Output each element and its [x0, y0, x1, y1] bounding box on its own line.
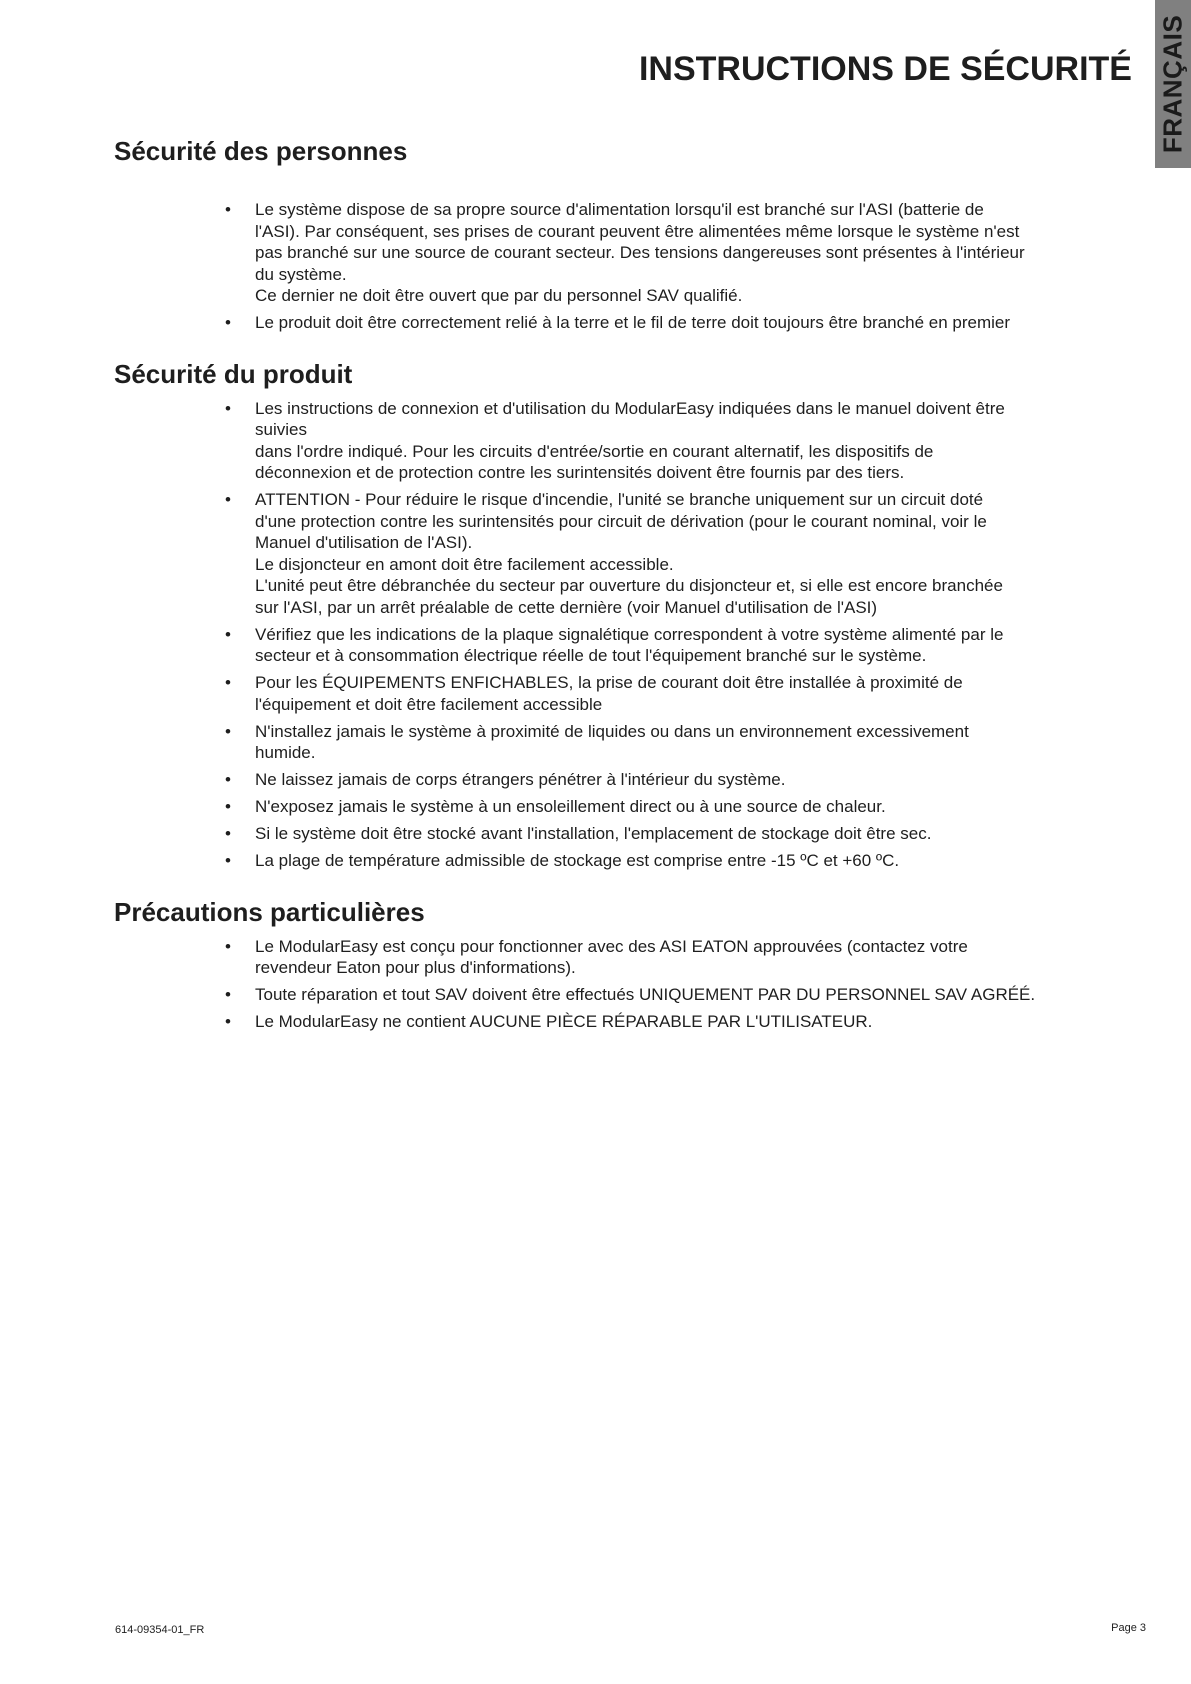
- bullet-icon: •: [225, 851, 231, 870]
- list-item-text-line: ATTENTION - Pour réduire le risque d'incendie, l'unité se branche uniquement sur un circuit doté: [255, 490, 984, 509]
- section-heading: Sécurité des personnes: [114, 136, 408, 166]
- list-item-text-line: revendeur Eaton pour plus d'informations).: [255, 958, 576, 977]
- list-item-text-line: L'unité peut être débranchée du secteur par ouverture du disjoncteur et, si elle est encore branchée: [255, 576, 1003, 595]
- list-item: [225, 672, 1134, 715]
- bullet-icon: •: [225, 200, 231, 219]
- list-item-text-line: dans l'ordre indiqué. Pour les circuits d'entrée/sortie en courant alternatif, les dispositifs de: [255, 441, 934, 461]
- bullet-list: [114, 199, 1134, 334]
- list-item: [225, 624, 1134, 667]
- list-item-text-line: du système.: [255, 264, 347, 284]
- list-item-text-line: d'une protection contre les surintensités pour circuit de dérivation (pour le courant nominal, voir le: [255, 511, 987, 531]
- list-item-text-line: Le ModularEasy est conçu pour fonctionner avec des ASI EATON approuvées (contactez votre: [255, 936, 968, 956]
- bullet-icon: •: [225, 673, 231, 692]
- list-item: [225, 936, 1134, 979]
- list-item: [225, 199, 1134, 307]
- list-item-text-line: Ne laissez jamais de corps étrangers pénétrer à l'intérieur du système.: [255, 770, 786, 789]
- list-item: [225, 489, 1134, 618]
- list-item: [225, 823, 1134, 845]
- bullet-icon: •: [225, 985, 231, 1004]
- list-item-text-line: Toute réparation et tout SAV doivent être effectués UNIQUEMENT PAR DU PERSONNEL SAV AGRÉÉ.: [255, 985, 1036, 1004]
- list-item-text-line: humide.: [255, 743, 316, 762]
- list-item-text-line: l'équipement et doit être facilement accessible: [255, 694, 603, 714]
- list-item: [225, 796, 1134, 818]
- list-item-text-line: déconnexion et de protection contre les surintensités doivent être fournis par des tiers.: [255, 463, 905, 482]
- bullet-icon: •: [225, 313, 231, 332]
- list-item-text-line: sur l'ASI, par un arrêt préalable de cette dernière (voir Manuel d'utilisation de l'ASI): [255, 597, 878, 617]
- list-item-text-line: Le système dispose de sa propre source d'alimentation lorsqu'il est branché sur l'ASI (batterie de: [255, 200, 984, 219]
- list-item: [225, 721, 1134, 764]
- list-item-text-line: Le produit doit être correctement relié à la terre et le fil de terre doit toujours être branché en premier: [255, 313, 1010, 332]
- list-item: [225, 769, 1134, 791]
- list-item-text-line: Si le système doit être stocké avant l'installation, l'emplacement de stockage doit être sec.: [255, 824, 932, 843]
- bullet-list: [114, 398, 1134, 872]
- bullet-icon: •: [225, 624, 231, 644]
- page-number: Page 3: [1111, 1622, 1146, 1634]
- list-item-text-line: Ce dernier ne doit être ouvert que par du personnel SAV qualifié.: [255, 286, 743, 305]
- list-item-text-line: N'exposez jamais le système à un ensoleillement direct ou à une source de chaleur.: [255, 797, 886, 816]
- section-personal-safety: [114, 133, 1134, 334]
- bullet-icon: •: [225, 797, 231, 816]
- list-item-text-line: Vérifiez que les indications de la plaque signalétique correspondent à votre système alimenté par le: [255, 624, 1004, 644]
- list-item-text-line: suivies: [255, 420, 307, 439]
- bullet-icon: •: [225, 936, 231, 956]
- bullet-icon: •: [225, 1012, 231, 1031]
- list-item-text-line: Le disjoncteur en amont doit être facilement accessible.: [255, 554, 674, 574]
- section-heading: Sécurité du produit: [114, 358, 353, 389]
- list-item: [225, 312, 1134, 334]
- list-item-text-line: secteur et à consommation électrique réelle de tout l'équipement branché sur le système.: [255, 646, 927, 665]
- document-body: [114, 133, 1134, 1038]
- list-item: [225, 850, 1134, 872]
- list-item-text-line: Le ModularEasy ne contient AUCUNE PIÈCE RÉPARABLE PAR L'UTILISATEUR.: [255, 1012, 873, 1031]
- language-tab-label: FRANÇAIS: [1157, 14, 1188, 154]
- document-number: 614-09354-01_FR: [115, 1624, 205, 1636]
- language-tab: [1155, 0, 1191, 168]
- page-title: INSTRUCTIONS DE SÉCURITÉ: [638, 50, 1132, 88]
- section-product-safety: [114, 356, 1134, 872]
- list-item-text-line: pas branché sur une source de courant secteur. Des tensions dangereuses sont présentes à l'intérieur: [255, 243, 1025, 262]
- list-item-text-line: N'installez jamais le système à proximité de liquides ou dans un environnement excessivement: [255, 721, 969, 741]
- list-item: [225, 984, 1134, 1006]
- bullet-list: [114, 936, 1134, 1033]
- list-item: [225, 398, 1134, 484]
- list-item-text-line: l'ASI). Par conséquent, ses prises de courant peuvent être alimentées même lorsque le système n'est: [255, 221, 1020, 241]
- list-item-text-line: La plage de température admissible de stockage est comprise entre -15 ºC et +60 ºC.: [255, 851, 900, 870]
- section-special-precautions: [114, 894, 1134, 1033]
- list-item-text-line: Pour les ÉQUIPEMENTS ENFICHABLES, la prise de courant doit être installée à proximité de: [255, 673, 963, 692]
- list-item-text-line: Manuel d'utilisation de l'ASI).: [255, 533, 473, 552]
- bullet-icon: •: [225, 770, 231, 789]
- bullet-icon: •: [225, 398, 231, 418]
- bullet-icon: •: [225, 490, 231, 509]
- section-heading: Précautions particulières: [114, 896, 425, 927]
- list-item-text-line: Les instructions de connexion et d'utilisation du ModularEasy indiquées dans le manuel doivent être: [255, 398, 1005, 418]
- bullet-icon: •: [225, 721, 231, 741]
- list-item: [225, 1011, 1134, 1033]
- bullet-icon: •: [225, 824, 231, 843]
